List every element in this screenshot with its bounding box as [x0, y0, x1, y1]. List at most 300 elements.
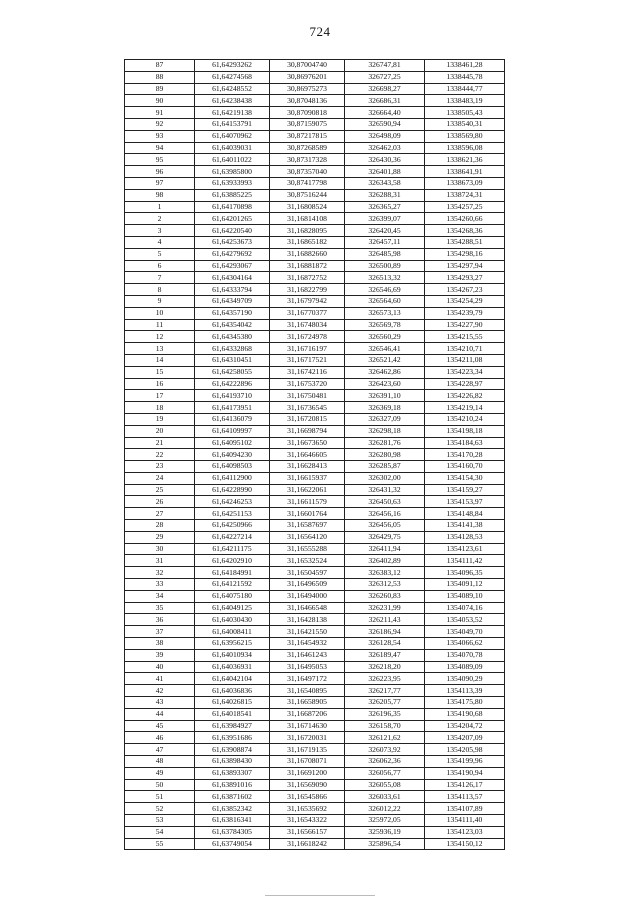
x-coordinate-cell: 326012,22 [345, 803, 425, 815]
y-coordinate-cell: 1354223,34 [425, 366, 505, 378]
table-row [125, 720, 505, 732]
latitude-cell: 61,64184991 [195, 567, 270, 579]
table-row [125, 225, 505, 237]
latitude-cell: 61,64310451 [195, 354, 270, 366]
latitude-cell: 61,64274568 [195, 71, 270, 83]
y-coordinate-cell: 1354227,90 [425, 319, 505, 331]
x-coordinate-cell: 326513,32 [345, 272, 425, 284]
y-coordinate-cell: 1354190,68 [425, 708, 505, 720]
point-number-cell: 33 [125, 579, 195, 591]
table-row [125, 543, 505, 555]
latitude-cell: 61,64238438 [195, 95, 270, 107]
x-coordinate-cell: 326456,05 [345, 520, 425, 532]
longitude-cell: 31,16719135 [270, 744, 345, 756]
point-number-cell: 29 [125, 531, 195, 543]
y-coordinate-cell: 1354150,12 [425, 838, 505, 850]
latitude-cell: 61,63816341 [195, 815, 270, 827]
coordinates-table [124, 59, 505, 850]
latitude-cell: 61,63933993 [195, 177, 270, 189]
latitude-cell: 61,64026815 [195, 697, 270, 709]
point-number-cell: 42 [125, 685, 195, 697]
table-row [125, 496, 505, 508]
table-row [125, 661, 505, 673]
longitude-cell: 31,16532524 [270, 555, 345, 567]
point-number-cell: 5 [125, 248, 195, 260]
longitude-cell: 30,87048136 [270, 95, 345, 107]
longitude-cell: 31,16540895 [270, 685, 345, 697]
x-coordinate-cell: 326564,60 [345, 295, 425, 307]
table-row [125, 272, 505, 284]
latitude-cell: 61,64109997 [195, 425, 270, 437]
longitude-cell: 31,16494000 [270, 590, 345, 602]
longitude-cell: 30,87090818 [270, 107, 345, 119]
latitude-cell: 61,64332868 [195, 343, 270, 355]
y-coordinate-cell: 1338505,43 [425, 107, 505, 119]
y-coordinate-cell: 1354297,94 [425, 260, 505, 272]
x-coordinate-cell: 326569,78 [345, 319, 425, 331]
x-coordinate-cell: 326500,89 [345, 260, 425, 272]
longitude-cell: 30,87268589 [270, 142, 345, 154]
y-coordinate-cell: 1354210,24 [425, 413, 505, 425]
longitude-cell: 30,87357040 [270, 166, 345, 178]
x-coordinate-cell: 326462,86 [345, 366, 425, 378]
x-coordinate-cell: 326055,08 [345, 779, 425, 791]
y-coordinate-cell: 1354090,29 [425, 673, 505, 685]
point-number-cell: 19 [125, 413, 195, 425]
table-row [125, 107, 505, 119]
table-row [125, 815, 505, 827]
point-number-cell: 7 [125, 272, 195, 284]
point-number-cell: 52 [125, 803, 195, 815]
x-coordinate-cell: 326664,40 [345, 107, 425, 119]
y-coordinate-cell: 1354128,53 [425, 531, 505, 543]
point-number-cell: 94 [125, 142, 195, 154]
y-coordinate-cell: 1354257,25 [425, 201, 505, 213]
y-coordinate-cell: 1354123,03 [425, 826, 505, 838]
point-number-cell: 1 [125, 201, 195, 213]
point-number-cell: 21 [125, 437, 195, 449]
longitude-cell: 30,87317328 [270, 154, 345, 166]
y-coordinate-cell: 1354053,52 [425, 614, 505, 626]
point-number-cell: 10 [125, 307, 195, 319]
latitude-cell: 61,64095102 [195, 437, 270, 449]
x-coordinate-cell: 326056,77 [345, 767, 425, 779]
point-number-cell: 53 [125, 815, 195, 827]
longitude-cell: 31,16601764 [270, 508, 345, 520]
x-coordinate-cell: 326521,42 [345, 354, 425, 366]
x-coordinate-cell: 326546,41 [345, 343, 425, 355]
latitude-cell: 61,64227214 [195, 531, 270, 543]
table-row [125, 614, 505, 626]
y-coordinate-cell: 1338621,36 [425, 154, 505, 166]
latitude-cell: 61,63891016 [195, 779, 270, 791]
longitude-cell: 31,16504597 [270, 567, 345, 579]
x-coordinate-cell: 326223,95 [345, 673, 425, 685]
table-row [125, 685, 505, 697]
y-coordinate-cell: 1354298,16 [425, 248, 505, 260]
x-coordinate-cell: 326281,76 [345, 437, 425, 449]
point-number-cell: 93 [125, 130, 195, 142]
x-coordinate-cell: 326456,16 [345, 508, 425, 520]
table-row [125, 366, 505, 378]
point-number-cell: 95 [125, 154, 195, 166]
table-row [125, 295, 505, 307]
point-number-cell: 47 [125, 744, 195, 756]
point-number-cell: 8 [125, 284, 195, 296]
y-coordinate-cell: 1354074,16 [425, 602, 505, 614]
latitude-cell: 61,63951686 [195, 732, 270, 744]
x-coordinate-cell: 326211,43 [345, 614, 425, 626]
table-row [125, 402, 505, 414]
table-row [125, 555, 505, 567]
y-coordinate-cell: 1354226,82 [425, 390, 505, 402]
point-number-cell: 49 [125, 767, 195, 779]
x-coordinate-cell: 326231,99 [345, 602, 425, 614]
y-coordinate-cell: 1354199,96 [425, 756, 505, 768]
point-number-cell: 40 [125, 661, 195, 673]
latitude-cell: 61,63985800 [195, 166, 270, 178]
y-coordinate-cell: 1354096,35 [425, 567, 505, 579]
latitude-cell: 61,63893307 [195, 767, 270, 779]
longitude-cell: 31,16808524 [270, 201, 345, 213]
table-row [125, 413, 505, 425]
x-coordinate-cell: 326121,62 [345, 732, 425, 744]
y-coordinate-cell: 1354148,84 [425, 508, 505, 520]
table-row [125, 331, 505, 343]
latitude-cell: 61,63956215 [195, 638, 270, 650]
table-row [125, 449, 505, 461]
y-coordinate-cell: 1354210,71 [425, 343, 505, 355]
table-row [125, 697, 505, 709]
point-number-cell: 31 [125, 555, 195, 567]
longitude-cell: 31,16564120 [270, 531, 345, 543]
x-coordinate-cell: 326431,32 [345, 484, 425, 496]
point-number-cell: 2 [125, 213, 195, 225]
table-row [125, 838, 505, 850]
y-coordinate-cell: 1354070,78 [425, 649, 505, 661]
y-coordinate-cell: 1354190,94 [425, 767, 505, 779]
x-coordinate-cell: 325896,54 [345, 838, 425, 850]
point-number-cell: 39 [125, 649, 195, 661]
point-number-cell: 36 [125, 614, 195, 626]
longitude-cell: 31,16770377 [270, 307, 345, 319]
latitude-cell: 61,64345380 [195, 331, 270, 343]
longitude-cell: 31,16496509 [270, 579, 345, 591]
x-coordinate-cell: 326343,58 [345, 177, 425, 189]
y-coordinate-cell: 1354123,61 [425, 543, 505, 555]
point-number-cell: 9 [125, 295, 195, 307]
longitude-cell: 31,16748034 [270, 319, 345, 331]
table-row [125, 803, 505, 815]
x-coordinate-cell: 326462,03 [345, 142, 425, 154]
x-coordinate-cell: 326288,31 [345, 189, 425, 201]
y-coordinate-cell: 1354107,89 [425, 803, 505, 815]
latitude-cell: 61,64008411 [195, 626, 270, 638]
latitude-cell: 61,64349709 [195, 295, 270, 307]
table-row [125, 791, 505, 803]
x-coordinate-cell: 326411,94 [345, 543, 425, 555]
point-number-cell: 45 [125, 720, 195, 732]
longitude-cell: 31,16646605 [270, 449, 345, 461]
point-number-cell: 4 [125, 236, 195, 248]
table-row [125, 484, 505, 496]
y-coordinate-cell: 1354293,27 [425, 272, 505, 284]
point-number-cell: 17 [125, 390, 195, 402]
point-number-cell: 44 [125, 708, 195, 720]
latitude-cell: 61,64253673 [195, 236, 270, 248]
y-coordinate-cell: 1338673,09 [425, 177, 505, 189]
x-coordinate-cell: 326573,13 [345, 307, 425, 319]
x-coordinate-cell: 326391,10 [345, 390, 425, 402]
table-row [125, 130, 505, 142]
table-row [125, 779, 505, 791]
x-coordinate-cell: 325936,19 [345, 826, 425, 838]
longitude-cell: 31,16569090 [270, 779, 345, 791]
page-number: 724 [309, 24, 331, 39]
y-coordinate-cell: 1338724,31 [425, 189, 505, 201]
y-coordinate-cell: 1354141,38 [425, 520, 505, 532]
x-coordinate-cell: 326312,53 [345, 579, 425, 591]
x-coordinate-cell: 326590,94 [345, 118, 425, 130]
table-row [125, 590, 505, 602]
table-row [125, 118, 505, 130]
longitude-cell: 31,16615937 [270, 472, 345, 484]
table-row [125, 390, 505, 402]
point-number-cell: 23 [125, 461, 195, 473]
longitude-cell: 31,16882660 [270, 248, 345, 260]
table-row [125, 767, 505, 779]
point-number-cell: 26 [125, 496, 195, 508]
point-number-cell: 89 [125, 83, 195, 95]
point-number-cell: 12 [125, 331, 195, 343]
latitude-cell: 61,64219138 [195, 107, 270, 119]
latitude-cell: 61,64075180 [195, 590, 270, 602]
y-coordinate-cell: 1354184,63 [425, 437, 505, 449]
table-row [125, 354, 505, 366]
point-number-cell: 41 [125, 673, 195, 685]
longitude-cell: 31,16611579 [270, 496, 345, 508]
table-row [125, 154, 505, 166]
y-coordinate-cell: 1338641,91 [425, 166, 505, 178]
y-coordinate-cell: 1354091,12 [425, 579, 505, 591]
y-coordinate-cell: 1354260,66 [425, 213, 505, 225]
latitude-cell: 61,64112900 [195, 472, 270, 484]
x-coordinate-cell: 326423,60 [345, 378, 425, 390]
x-coordinate-cell: 326430,36 [345, 154, 425, 166]
latitude-cell: 61,64173951 [195, 402, 270, 414]
table-row [125, 520, 505, 532]
x-coordinate-cell: 326457,11 [345, 236, 425, 248]
table-row [125, 508, 505, 520]
table-row [125, 236, 505, 248]
point-number-cell: 32 [125, 567, 195, 579]
longitude-cell: 31,16716197 [270, 343, 345, 355]
latitude-cell: 61,64018541 [195, 708, 270, 720]
latitude-cell: 61,64333794 [195, 284, 270, 296]
x-coordinate-cell: 326302,00 [345, 472, 425, 484]
y-coordinate-cell: 1354215,55 [425, 331, 505, 343]
x-coordinate-cell: 326062,36 [345, 756, 425, 768]
table-row [125, 567, 505, 579]
latitude-cell: 61,64036836 [195, 685, 270, 697]
y-coordinate-cell: 1354113,57 [425, 791, 505, 803]
longitude-cell: 31,16736545 [270, 402, 345, 414]
point-number-cell: 92 [125, 118, 195, 130]
table-row [125, 189, 505, 201]
latitude-cell: 61,64250966 [195, 520, 270, 532]
latitude-cell: 61,64042104 [195, 673, 270, 685]
table-row [125, 60, 505, 72]
point-number-cell: 25 [125, 484, 195, 496]
table-row [125, 708, 505, 720]
table-row [125, 437, 505, 449]
latitude-cell: 61,64251153 [195, 508, 270, 520]
table-row [125, 602, 505, 614]
point-number-cell: 35 [125, 602, 195, 614]
table-row [125, 732, 505, 744]
y-coordinate-cell: 1354211,08 [425, 354, 505, 366]
longitude-cell: 31,16797942 [270, 295, 345, 307]
longitude-cell: 31,16750481 [270, 390, 345, 402]
y-coordinate-cell: 1354207,09 [425, 732, 505, 744]
y-coordinate-cell: 1338569,80 [425, 130, 505, 142]
x-coordinate-cell: 326186,94 [345, 626, 425, 638]
longitude-cell: 31,16466548 [270, 602, 345, 614]
latitude-cell: 61,64011022 [195, 154, 270, 166]
latitude-cell: 61,64153791 [195, 118, 270, 130]
y-coordinate-cell: 1354198,18 [425, 425, 505, 437]
longitude-cell: 31,16495053 [270, 661, 345, 673]
latitude-cell: 61,64304164 [195, 272, 270, 284]
table-row [125, 673, 505, 685]
y-coordinate-cell: 1354228,97 [425, 378, 505, 390]
latitude-cell: 61,64202910 [195, 555, 270, 567]
y-coordinate-cell: 1338461,28 [425, 60, 505, 72]
longitude-cell: 31,16828095 [270, 225, 345, 237]
y-coordinate-cell: 1338540,31 [425, 118, 505, 130]
point-number-cell: 97 [125, 177, 195, 189]
x-coordinate-cell: 326260,83 [345, 590, 425, 602]
latitude-cell: 61,64036931 [195, 661, 270, 673]
latitude-cell: 61,64354042 [195, 319, 270, 331]
point-number-cell: 13 [125, 343, 195, 355]
point-number-cell: 11 [125, 319, 195, 331]
table-row [125, 531, 505, 543]
x-coordinate-cell: 326218,20 [345, 661, 425, 673]
x-coordinate-cell: 326365,27 [345, 201, 425, 213]
longitude-cell: 31,16555288 [270, 543, 345, 555]
x-coordinate-cell: 326420,45 [345, 225, 425, 237]
longitude-cell: 31,16742116 [270, 366, 345, 378]
table-row [125, 248, 505, 260]
longitude-cell: 31,16717521 [270, 354, 345, 366]
y-coordinate-cell: 1354219,14 [425, 402, 505, 414]
point-number-cell: 46 [125, 732, 195, 744]
point-number-cell: 43 [125, 697, 195, 709]
x-coordinate-cell: 326280,98 [345, 449, 425, 461]
point-number-cell: 91 [125, 107, 195, 119]
x-coordinate-cell: 326698,27 [345, 83, 425, 95]
latitude-cell: 61,63749054 [195, 838, 270, 850]
longitude-cell: 31,16865182 [270, 236, 345, 248]
longitude-cell: 31,16814108 [270, 213, 345, 225]
table-row [125, 142, 505, 154]
table-row [125, 378, 505, 390]
table-row [125, 626, 505, 638]
longitude-cell: 31,16714630 [270, 720, 345, 732]
y-coordinate-cell: 1354049,70 [425, 626, 505, 638]
longitude-cell: 31,16545866 [270, 791, 345, 803]
table-row [125, 83, 505, 95]
longitude-cell: 31,16698794 [270, 425, 345, 437]
y-coordinate-cell: 1354205,98 [425, 744, 505, 756]
table-row [125, 461, 505, 473]
point-number-cell: 50 [125, 779, 195, 791]
y-coordinate-cell: 1354254,29 [425, 295, 505, 307]
x-coordinate-cell: 326196,35 [345, 708, 425, 720]
longitude-cell: 31,16720815 [270, 413, 345, 425]
latitude-cell: 61,64010934 [195, 649, 270, 661]
latitude-cell: 61,64222896 [195, 378, 270, 390]
y-coordinate-cell: 1354154,30 [425, 472, 505, 484]
point-number-cell: 88 [125, 71, 195, 83]
point-number-cell: 51 [125, 791, 195, 803]
longitude-cell: 31,16566157 [270, 826, 345, 838]
table-row [125, 307, 505, 319]
longitude-cell: 31,16687206 [270, 708, 345, 720]
point-number-cell: 87 [125, 60, 195, 72]
y-coordinate-cell: 1338445,78 [425, 71, 505, 83]
latitude-cell: 61,63898430 [195, 756, 270, 768]
longitude-cell: 31,16881872 [270, 260, 345, 272]
latitude-cell: 61,64070962 [195, 130, 270, 142]
longitude-cell: 30,87004740 [270, 60, 345, 72]
longitude-cell: 31,16622061 [270, 484, 345, 496]
longitude-cell: 31,16421550 [270, 626, 345, 638]
y-coordinate-cell: 1354126,17 [425, 779, 505, 791]
x-coordinate-cell: 326128,54 [345, 638, 425, 650]
point-number-cell: 34 [125, 590, 195, 602]
point-number-cell: 24 [125, 472, 195, 484]
y-coordinate-cell: 1354089,10 [425, 590, 505, 602]
latitude-cell: 61,64211175 [195, 543, 270, 555]
x-coordinate-cell: 326747,81 [345, 60, 425, 72]
table-row [125, 177, 505, 189]
point-number-cell: 54 [125, 826, 195, 838]
longitude-cell: 31,16708071 [270, 756, 345, 768]
y-coordinate-cell: 1354159,27 [425, 484, 505, 496]
latitude-cell: 61,64193710 [195, 390, 270, 402]
point-number-cell: 98 [125, 189, 195, 201]
point-number-cell: 18 [125, 402, 195, 414]
longitude-cell: 31,16753720 [270, 378, 345, 390]
x-coordinate-cell: 326369,18 [345, 402, 425, 414]
y-coordinate-cell: 1354239,79 [425, 307, 505, 319]
point-number-cell: 27 [125, 508, 195, 520]
longitude-cell: 31,16872752 [270, 272, 345, 284]
y-coordinate-cell: 1354175,80 [425, 697, 505, 709]
x-coordinate-cell: 326298,18 [345, 425, 425, 437]
x-coordinate-cell: 326686,31 [345, 95, 425, 107]
x-coordinate-cell: 326498,09 [345, 130, 425, 142]
x-coordinate-cell: 326073,92 [345, 744, 425, 756]
point-number-cell: 90 [125, 95, 195, 107]
y-coordinate-cell: 1354111,42 [425, 555, 505, 567]
x-coordinate-cell: 326546,69 [345, 284, 425, 296]
point-number-cell: 96 [125, 166, 195, 178]
x-coordinate-cell: 326327,09 [345, 413, 425, 425]
y-coordinate-cell: 1354267,23 [425, 284, 505, 296]
